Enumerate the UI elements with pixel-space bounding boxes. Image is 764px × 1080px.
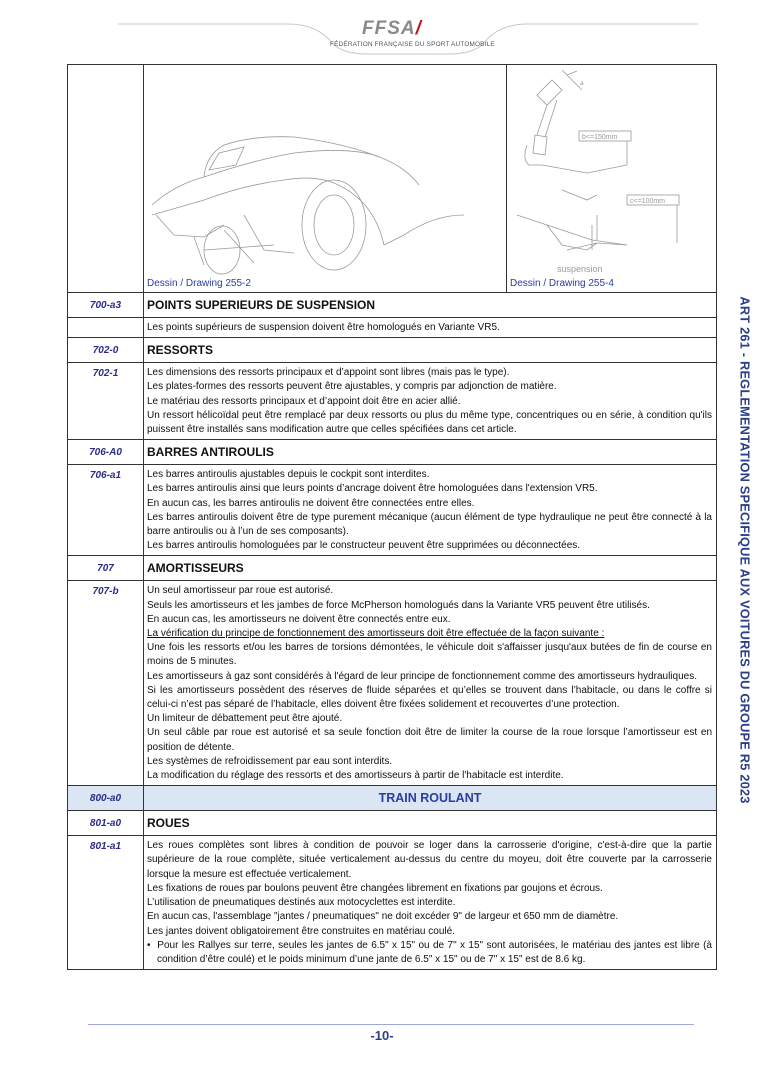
drawing-255-2-cell bbox=[144, 65, 507, 293]
article-code: 706-A0 bbox=[89, 446, 122, 458]
paragraph: Les plates-formes des ressorts peuvent être ajustables, y compris par adjonction de matière. bbox=[147, 381, 557, 393]
paragraph: Les barres antiroulis doivent être de type purement mécanique (aucun élément de type hydraulique ne peut être connecté à la barre antiroulis ou à l’un de ses composants). bbox=[147, 511, 712, 538]
article-title: POINTS SUPERIEURS DE SUSPENSION bbox=[144, 293, 717, 318]
drawing-255-2-caption: Dessin / Drawing 255-2 bbox=[147, 278, 251, 289]
label-a: a bbox=[580, 80, 584, 87]
label-c: c<=100mm bbox=[630, 198, 666, 205]
article-title: BARRES ANTIROULIS bbox=[144, 440, 717, 465]
dimension-labels bbox=[507, 65, 717, 275]
article-code: 702-0 bbox=[92, 344, 119, 356]
drawings-row bbox=[68, 65, 717, 293]
paragraph: En aucun cas, les barres antiroulis ne doivent être connectées entre elles. bbox=[147, 497, 475, 509]
row-700-a3-heading bbox=[68, 293, 717, 318]
row-706-A0-heading bbox=[68, 440, 717, 465]
ffsa-logo: FFSA/ bbox=[362, 18, 422, 39]
article-code: 707 bbox=[97, 562, 114, 574]
footer-divider bbox=[88, 1024, 694, 1025]
article-title: RESSORTS bbox=[144, 338, 717, 363]
car-rear-drawing bbox=[144, 65, 507, 275]
paragraph: Les amortisseurs à gaz sont considérés à l'égard de leur principe de fonctionnement comme des amortisseurs hydrauliques. bbox=[147, 670, 697, 682]
paragraph: L’utilisation de pneumatiques destinés aux motocyclettes est interdite. bbox=[147, 897, 456, 909]
bullet-item bbox=[147, 939, 712, 967]
paragraph: Les systèmes de refroidissement par eau sont interdits. bbox=[147, 755, 393, 767]
row-702-0-heading bbox=[68, 338, 717, 363]
empty-code-cell bbox=[68, 65, 144, 293]
article-code: 700-a3 bbox=[89, 299, 122, 311]
paragraph: Le matériau des ressorts principaux et d’appoint doit être en acier allié. bbox=[147, 395, 461, 407]
paragraph: En aucun cas, l'assemblage "jantes / pneumatiques" ne doit excéder 9" de largeur et 650 mm de diamètre. bbox=[147, 911, 619, 923]
article-code: 706-a1 bbox=[89, 470, 122, 482]
bullet-icon: • bbox=[147, 939, 151, 951]
paragraph: Les fixations de roues par boulons peuvent être changées librement en fixations par goujons et écrous. bbox=[147, 882, 603, 894]
paragraph: La modification du réglage des ressorts et des amortisseurs à partir de l'habitacle est interdite. bbox=[147, 770, 564, 782]
paragraph: Une fois les ressorts et/ou les barres de torsions démontées, le véhicule doit s'affaisser jusqu'aux butées de fin de course en moins de 5 minutes. bbox=[147, 642, 712, 668]
row-706-a1 bbox=[68, 465, 717, 556]
page-number: -10- bbox=[370, 1028, 394, 1043]
paragraph: Un limiteur de débattement peut être ajouté. bbox=[147, 713, 343, 725]
label-b: b<=150mm bbox=[582, 134, 618, 141]
row-801-a0-heading bbox=[68, 811, 717, 836]
article-code: 702-1 bbox=[92, 368, 119, 380]
paragraph: Un ressort hélicoïdal peut être remplacé par deux ressorts ou plus du même type, concentriques ou en série, à condition qu'ils puissent être installés sans modification autre que celles spécifiées dans cet article. bbox=[147, 409, 712, 436]
paragraph: Les barres antiroulis ajustables depuis le cockpit sont interdites. bbox=[147, 469, 430, 481]
label-suspension: suspension bbox=[557, 264, 603, 274]
article-code: 800-a0 bbox=[89, 792, 122, 804]
paragraph: Un seul câble par roue est autorisé et sa seule fonction doit être de limiter la course de la roue lorsque l’amortisseur est en position de détente. bbox=[147, 727, 712, 753]
paragraph: Les roues complètes sont libres à condition de pouvoir se loger dans la carrosserie d'origine, c'est-à-dire que la partie supérieure de la roue complète, située verticalement au-dessus du centre du moyeu, doit être couverte par la carrosserie lorsque la mesure est effectuée verticalement. bbox=[147, 840, 712, 880]
paragraph: Les barres antiroulis homologuées par le constructeur peuvent être supprimées ou déconnectées. bbox=[147, 540, 581, 552]
section-title: TRAIN ROULANT bbox=[144, 786, 717, 811]
header-subtitle: FÉDÉRATION FRANÇAISE DU SPORT AUTOMOBILE bbox=[330, 41, 495, 48]
paragraph: En aucun cas, les amortisseurs ne doivent être connectés entre eux. bbox=[147, 613, 451, 625]
bullet-text: Pour les Rallyes sur terre, seules les jantes de 6.5" x 15" ou de 7" x 15" sont autorisées, le matériau des jantes est libre (à condition d’être coulé) et le poids minimum d’une jante de 6.5" x 15" ou de 7" x 15" est de 8.6 kg. bbox=[157, 939, 712, 965]
article-code: 801-a1 bbox=[89, 841, 122, 853]
paragraph: Les points supérieurs de suspension doivent être homologués en Variante VR5. bbox=[147, 322, 500, 333]
paragraph: Les dimensions des ressorts principaux et d’appoint sont libres (mais pas le type). bbox=[147, 367, 510, 379]
paragraph: Seuls les amortisseurs et les jambes de force McPherson homologués dans la Variante VR5 peuvent être utilisés. bbox=[147, 599, 650, 611]
article-code: 707-b bbox=[92, 586, 119, 598]
article-title: AMORTISSEURS bbox=[144, 556, 717, 581]
row-707-b bbox=[68, 581, 717, 786]
side-title: ART 261 - REGLEMENTATION SPECIFIQUE AUX VOITURES DU GROUPE R5 2023 bbox=[737, 296, 753, 804]
page-header bbox=[0, 0, 764, 62]
row-702-1 bbox=[68, 363, 717, 440]
underlined-paragraph: La vérification du principe de fonctionnement des amortisseurs doit être effectuée de la façon suivante : bbox=[147, 628, 605, 640]
row-700-a3-body bbox=[68, 318, 717, 338]
regulation-table bbox=[67, 64, 717, 970]
article-title: ROUES bbox=[144, 811, 717, 836]
row-707-heading bbox=[68, 556, 717, 581]
row-801-a1 bbox=[68, 836, 717, 970]
paragraph: Un seul amortisseur par roue est autorisé. bbox=[147, 585, 334, 597]
drawing-255-4-caption: Dessin / Drawing 255-4 bbox=[510, 278, 614, 289]
paragraph: Les jantes doivent obligatoirement être construites en matériau coulé. bbox=[147, 925, 455, 937]
paragraph: Les barres antiroulis ainsi que leurs points d’ancrage doivent être homologuées dans l'extension VR5. bbox=[147, 483, 598, 495]
drawing-255-4-cell bbox=[507, 65, 717, 293]
row-800-a0-section bbox=[68, 786, 717, 811]
paragraph: Si les amortisseurs possèdent des réserves de fluide séparées et qu’elles se trouvent dans l’habitacle, ou dans le coffre si celui-ci n’est pas séparé de l’habitacle, elles doivent être fixées solidement et recouvertes d’une protection. bbox=[147, 684, 712, 711]
article-code: 801-a0 bbox=[89, 817, 122, 829]
